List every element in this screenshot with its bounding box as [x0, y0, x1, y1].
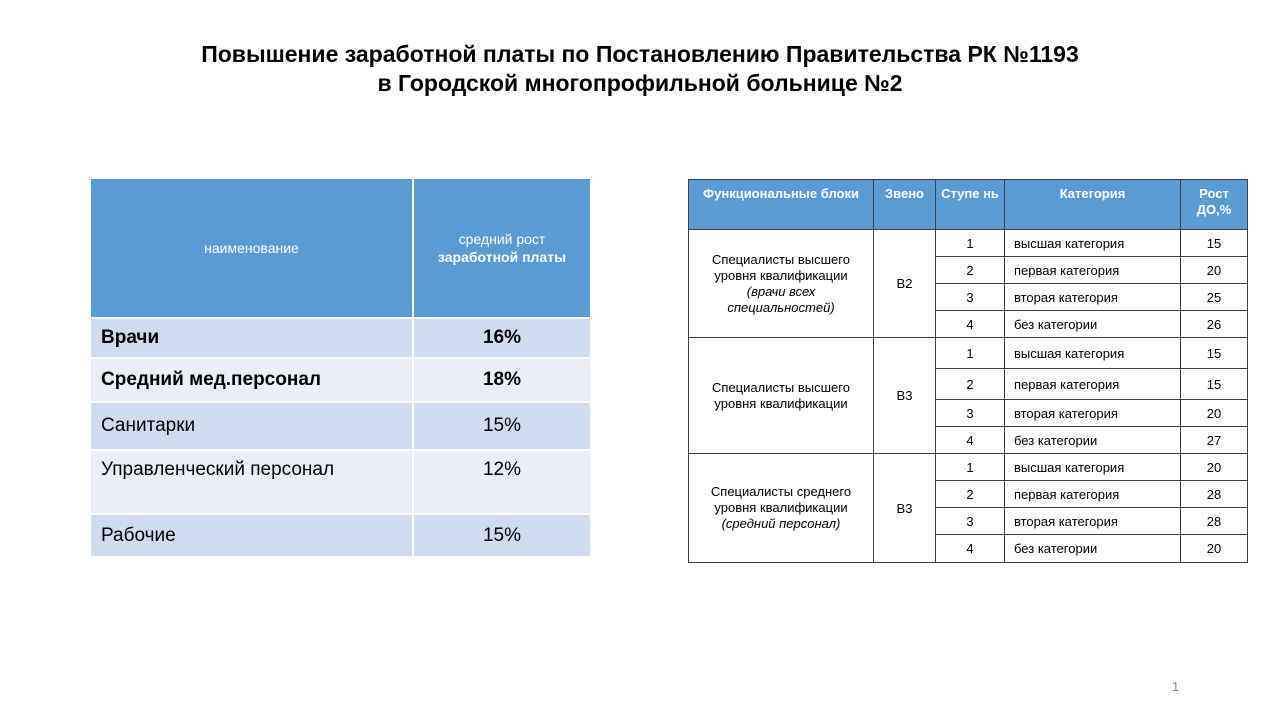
- table-row: [689, 230, 1248, 257]
- category-cell: высшая категория: [1005, 338, 1181, 369]
- category-cell: первая категория: [1005, 369, 1181, 400]
- block-note: специальностей): [727, 299, 835, 315]
- row-name: Средний мед.персонал: [91, 358, 413, 402]
- step-cell: 4: [936, 427, 1005, 454]
- row-name: Врачи: [91, 318, 413, 358]
- table-row: [91, 450, 590, 514]
- header-growth: Рост ДО,%: [1181, 180, 1248, 230]
- category-growth-table: [688, 179, 1248, 563]
- category-cell: высшая категория: [1005, 230, 1181, 257]
- category-cell: без категории: [1005, 535, 1181, 563]
- row-value: 16%: [413, 318, 590, 358]
- header-category: Категория: [1005, 180, 1181, 230]
- row-value: 15%: [413, 402, 590, 450]
- growth-cell: 20: [1181, 400, 1248, 427]
- header-name: наименование: [91, 179, 413, 318]
- block-note: (средний персонал): [721, 516, 841, 531]
- title-line-2: в Городской многопрофильной больнице №2: [377, 70, 903, 96]
- header-growth: [413, 179, 590, 318]
- step-cell: 1: [936, 230, 1005, 257]
- growth-cell: 25: [1181, 284, 1248, 311]
- growth-cell: 28: [1181, 481, 1248, 508]
- category-cell: вторая категория: [1005, 284, 1181, 311]
- step-cell: 2: [936, 481, 1005, 508]
- growth-cell: 15: [1181, 230, 1248, 257]
- step-cell: 3: [936, 400, 1005, 427]
- category-cell: вторая категория: [1005, 400, 1181, 427]
- table-row: [91, 358, 590, 402]
- header-level: Звено: [874, 180, 936, 230]
- table-header-row: [689, 180, 1248, 230]
- header-growth-line1: средний рост: [458, 231, 546, 247]
- row-name: Управленческий персонал: [91, 450, 413, 514]
- block-text: Специалисты среднего: [710, 484, 852, 499]
- level-cell: В2: [874, 230, 936, 338]
- step-cell: 4: [936, 535, 1005, 563]
- category-cell: без категории: [1005, 427, 1181, 454]
- step-cell: 3: [936, 508, 1005, 535]
- block-note: (врачи всех: [746, 283, 816, 299]
- level-cell: В3: [874, 454, 936, 563]
- level-cell: В3: [874, 338, 936, 454]
- table-row: [91, 318, 590, 358]
- row-value: 18%: [413, 358, 590, 402]
- block-cell: [689, 230, 874, 338]
- growth-cell: 27: [1181, 427, 1248, 454]
- row-name: Санитарки: [91, 402, 413, 450]
- row-value: 15%: [413, 514, 590, 556]
- salary-growth-table: [91, 179, 590, 556]
- block-cell: [689, 454, 874, 563]
- step-cell: 4: [936, 311, 1005, 338]
- header-growth-line2: заработной платы: [437, 249, 567, 265]
- block-text: уровня квалификации: [714, 267, 848, 283]
- growth-cell: 28: [1181, 508, 1248, 535]
- block-text: уровня квалификации: [714, 395, 848, 411]
- category-cell: первая категория: [1005, 481, 1181, 508]
- growth-cell: 20: [1181, 535, 1248, 563]
- step-cell: 1: [936, 338, 1005, 369]
- step-cell: 1: [936, 454, 1005, 481]
- block-text: уровня квалификации: [714, 500, 848, 515]
- category-cell: первая категория: [1005, 257, 1181, 284]
- header-step: Ступе нь: [936, 180, 1005, 230]
- growth-cell: 20: [1181, 454, 1248, 481]
- table-row: [91, 402, 590, 450]
- growth-cell: 15: [1181, 369, 1248, 400]
- page-title: [0, 40, 1280, 98]
- title-line-1: Повышение заработной платы по Постановлению Правительства РК №1193: [201, 41, 1079, 67]
- step-cell: 2: [936, 257, 1005, 284]
- step-cell: 2: [936, 369, 1005, 400]
- block-cell: [689, 338, 874, 454]
- header-blocks: Функциональные блоки: [689, 180, 874, 230]
- growth-cell: 26: [1181, 311, 1248, 338]
- table-row: [689, 454, 1248, 481]
- block-text: Специалисты высшего: [712, 379, 850, 395]
- growth-cell: 15: [1181, 338, 1248, 369]
- category-cell: без категории: [1005, 311, 1181, 338]
- step-cell: 3: [936, 284, 1005, 311]
- table-header-row: [91, 179, 590, 318]
- page-number: 1: [1172, 679, 1180, 694]
- block-text: Специалисты высшего: [712, 251, 850, 267]
- row-name: Рабочие: [91, 514, 413, 556]
- category-cell: вторая категория: [1005, 508, 1181, 535]
- table-row: [91, 514, 590, 556]
- growth-cell: 20: [1181, 257, 1248, 284]
- table-row: [689, 338, 1248, 369]
- category-cell: высшая категория: [1005, 454, 1181, 481]
- row-value: 12%: [413, 450, 590, 514]
